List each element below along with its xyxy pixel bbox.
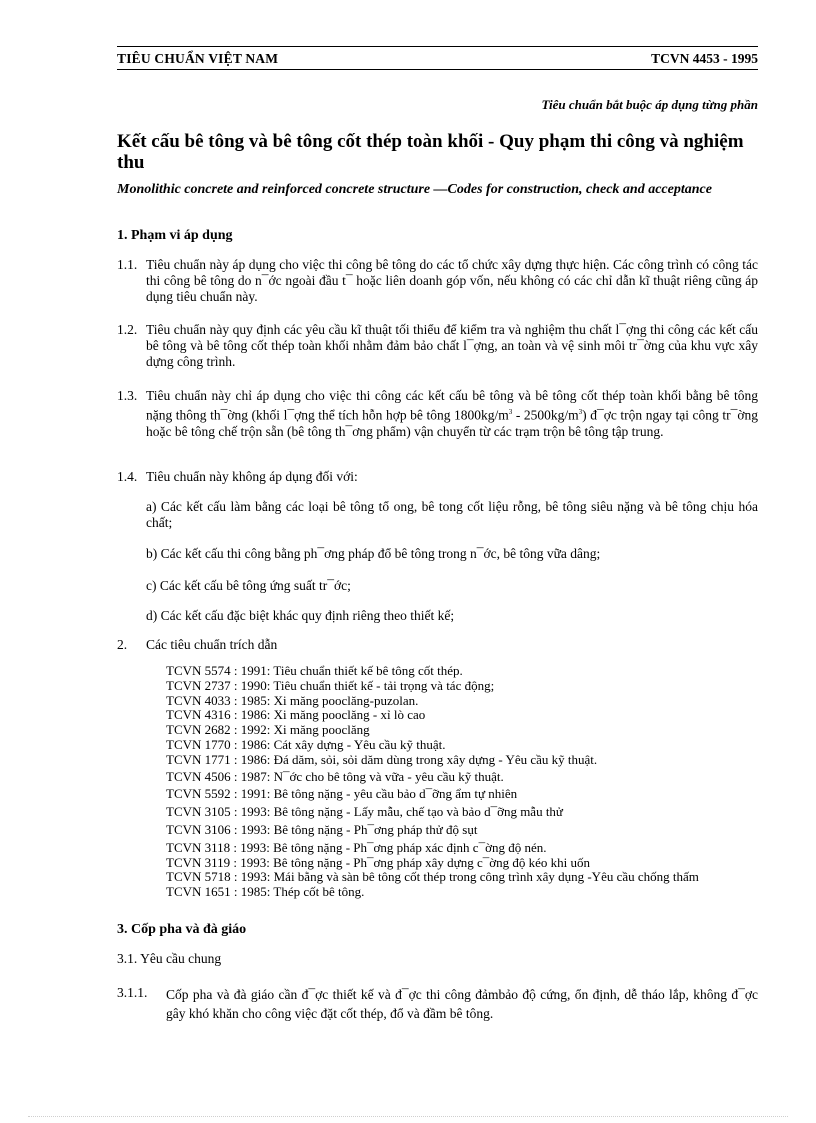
item-1-4-c: c) Các kết cấu bê tông ứng suất tr¯ớc; [146,578,351,593]
superscript-3: 3 [578,408,583,416]
reference-item: TCVN 2737 : 1990: Tiêu chuẩn thiết kế - tải trọng và tác động; [166,677,495,693]
document-title: Kết cấu bê tông và bê tông cốt thép toàn khối - Quy phạm thi công và nghiệm thu [117,131,744,173]
reference-item: TCVN 4033 : 1985: Xi măng pooclăng-puzolan. [166,692,419,708]
item-1-3-number: 1.3. [117,388,138,403]
reference-item: TCVN 1651 : 1985: Thép cốt bê tông. [166,884,365,900]
document-subtitle: Monolithic concrete and reinforced concrete structure —Codes for construction, check and acceptance [117,182,712,197]
section-2-heading: Các tiêu chuẩn trích dẫn [146,637,278,652]
item-1-4-d: d) Các kết cấu đặc biệt khác quy định riêng theo thiết kế; [146,608,455,623]
reference-item: TCVN 2682 : 1992: Xi măng pooclăng [166,722,370,738]
item-1-1-text: Tiêu chuẩn này áp dụng cho việc thi công bê tông do các tổ chức xây dựng thực hiện. Các công trình có công tác thi công bê tông do n¯ớc ngoài đầu t¯ hoặc liên doanh góp vốn, nếu không có các chỉ dẫn kĩ thuật riêng cũng áp dụng tiêu chuẩn này. [146,257,758,304]
reference-item: TCVN 4506 : 1987: N¯ớc cho bê tông và vữa - yêu cầu kỹ thuật. [166,768,504,784]
superscript-3: 3 [508,408,513,416]
section-3-1-heading: 3.1. Yêu cầu chung [117,951,222,966]
page-bottom-divider [28,1116,788,1117]
reference-item: TCVN 1770 : 1986: Cát xây dựng - Yêu cầu kỹ thuật. [166,736,446,752]
item-1-4-text: Tiêu chuẩn này không áp dụng đối với: [146,469,358,484]
reference-item: TCVN 5592 : 1991: Bê tông nặng - yêu cầu bảo d¯ỡng ẩm tự nhiên [166,786,518,802]
header-standard-name: TIÊU CHUẨN VIỆT NAM [117,51,279,66]
item-3-1-1-number: 3.1.1. [117,985,148,1000]
item-1-2-number: 1.2. [117,322,138,337]
reference-item: TCVN 5718 : 1993: Mái bằng và sàn bê tông cốt thép trong công trình xây dụng -Yêu cầu chống thấm [166,869,699,885]
mandatory-note: Tiêu chuẩn bắt buộc áp dụng từng phần [541,97,758,112]
reference-item: TCVN 3118 : 1993: Bê tông nặng - Ph¯ơng pháp xác định c¯ờng độ nén. [166,839,547,855]
item-1-3-text-b: - 2500kg/m [512,407,579,423]
item-1-4-b: b) Các kết cấu thi công bằng ph¯ơng pháp đổ bê tông trong n¯ớc, bê tông vữa dâng; [146,546,601,561]
item-1-2-text: Tiêu chuẩn này quy định các yêu cầu kĩ thuật tối thiểu để kiểm tra và nghiệm thu chất l¯ợng thi công các kết cấu bê tông và bê tông cốt thép toàn khối nhằm đảm bảo chất l¯ợng, an toàn và vệ sinh môi tr¯ờng của khu vực xây dựng công trình. [146,322,758,369]
item-1-3-text [146,388,758,440]
item-1-3-text-a: Tiêu chuẩn này chỉ áp dụng cho việc thi công các kết cấu bê tông và bê tông cốt thép toàn khối bằng bê tông nặng thông th¯ờng (khối l¯ợng thể tích hỗn hợp bê tông 1800kg/m [146,388,758,423]
page-header [117,46,758,70]
section-3-heading: 3. Cốp pha và đà giáo [117,922,247,937]
header-standard-code: TCVN 4453 - 1995 [651,51,758,66]
item-3-1-1-text: Cốp pha và đà giáo cần đ¯ợc thiết kế và đ¯ợc thi công đảmbảo độ cứng, ổn định, dễ tháo lắp, không đ¯ợc gây khó khăn cho công việc đặt cốt thép, đổ và đầm bê tông. [166,987,758,1021]
reference-item: TCVN 3119 : 1993: Bê tông nặng - Ph¯ơng pháp xây dựng c¯ờng độ kéo khi uốn [166,854,590,870]
item-1-1-number: 1.1. [117,257,138,272]
section-2-number: 2. [117,637,128,652]
reference-item: TCVN 4316 : 1986: Xi măng pooclăng - xỉ lò cao [166,707,426,723]
item-1-3-text-c: ) đ¯ợc trộn ngay tại công tr¯ờng hoặc bê tông chế trộn sẵn (bê tông th¯ơng phẩm) vận chuyển từ các trạm trộn bê tông tập trung. [146,407,758,439]
reference-list [166,664,758,900]
reference-item: TCVN 3106 : 1993: Bê tông nặng - Ph¯ơng pháp thử độ sụt [166,821,478,837]
item-1-4-number: 1.4. [117,469,138,484]
section-1-heading: 1. Phạm vi áp dụng [117,228,233,243]
item-1-4-a: a) Các kết cấu làm bằng các loại bê tông tổ ong, bê tong cốt liệu rỗng, bê tông siêu nặng và bê tông chịu hóa chất; [146,499,758,530]
reference-item: TCVN 1771 : 1986: Đá dăm, sỏi, sỏi dăm dùng trong xây dựng - Yêu cầu kỹ thuật. [166,751,598,767]
reference-item: TCVN 5574 : 1991: Tiêu chuẩn thiết kế bê tông cốt thép. [166,663,463,678]
reference-item: TCVN 3105 : 1993: Bê tông nặng - Lấy mẫu, chế tạo và bảo d¯ỡng mẫu thử [166,804,563,820]
